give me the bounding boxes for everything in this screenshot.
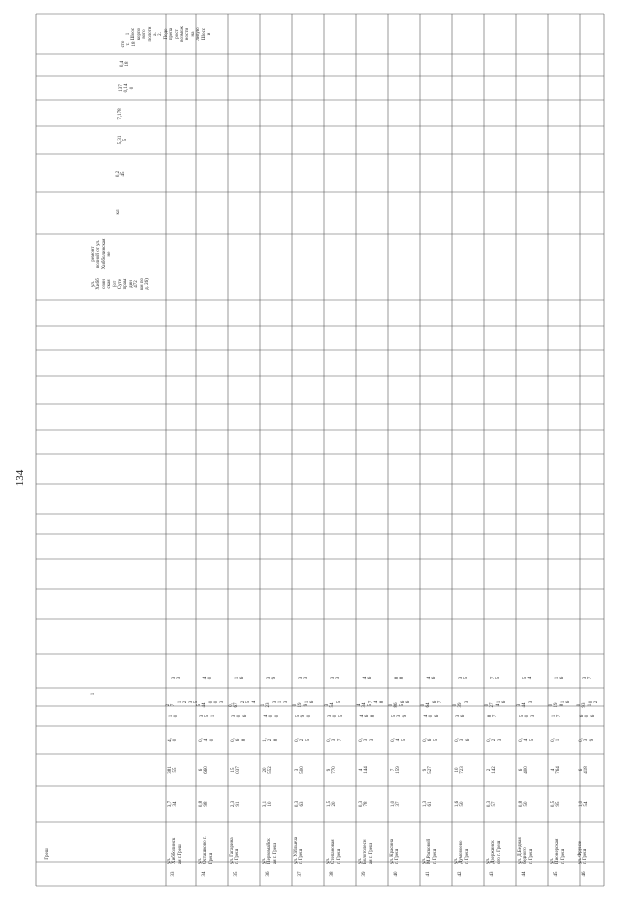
row-name-41: ул. М.Расковой г. Греш [422, 838, 438, 864]
row-number-35: 35 [234, 871, 239, 877]
row-number-36: 36 [266, 871, 271, 877]
row-c3-37: 0, 2 5 [295, 738, 311, 742]
row-c2-42: 10 723 [455, 766, 466, 774]
row-c7-34: 4 0 [203, 676, 214, 680]
header-col-g: сто т. 18 [121, 40, 137, 48]
header-col-c: 5,31 5 [118, 135, 129, 145]
row-name-35: ул. Гагарина г. Греш [230, 837, 241, 864]
row-c3-42: 0, 3 6 [455, 738, 471, 742]
row-c6-40: 6 6 [401, 700, 412, 704]
row-c4-43: 8 7 [488, 714, 499, 718]
row-c7-45: 1 6 [555, 676, 566, 680]
row-c5-44: 3 44 [517, 702, 528, 708]
row-c7-42: 3 5 [459, 676, 470, 680]
row-number-46: 46 [582, 871, 587, 877]
row-c1-43: 0,3 57 [487, 800, 498, 808]
row-c6-38: 5 [337, 700, 342, 704]
row-c1-36: 3,1 10 [263, 800, 274, 808]
row-c1-35: 2,3 91 [231, 800, 242, 808]
row-name-37: ул. У.Ильича г. Греш [294, 836, 305, 864]
row-number-43: 43 [490, 871, 495, 877]
row-c7-43: 7 5 [491, 676, 502, 680]
row-c4-41: 4 0 6 [424, 714, 440, 718]
row-c5-35: 0, 67 [229, 702, 240, 708]
row-c1-38: 1,5 20 [327, 800, 338, 808]
row-c3-40: 0, 4 5 [391, 738, 407, 742]
row-number-40: 40 [394, 871, 399, 877]
row-c6-44: 3 [529, 700, 534, 704]
header-col-h: 1 Шоос корпо вого полотн а. 2. Подо препа рост возмож ности на левую Шосс и [126, 26, 213, 42]
header-note: ремонт волной от ул. Хибболинская не [91, 238, 113, 270]
row-c5-46: 0 93 1 [577, 702, 593, 708]
row-c5-39: 4 34 5 [357, 702, 373, 708]
row-c3-38: 0, 3 7 [327, 738, 343, 742]
row-name-39: ул. Болотолесн ая г. Греш [358, 839, 374, 864]
row-c7-38: 3 3 [331, 676, 342, 680]
row-c7-44: 5 4 [523, 676, 534, 680]
row-c6-36: 3 1 3 [273, 700, 289, 704]
row-c5-42: 0 39 [453, 702, 464, 708]
rotated-table [36, 14, 604, 886]
row-c1-45: 0,5 95 [551, 800, 562, 808]
row-c6-43: 1 6 [497, 700, 508, 704]
row-c6-39: 7 4 8 [369, 700, 385, 704]
row-c2-39: 4 144 [359, 766, 370, 774]
row-c3-33: 4, 0 [168, 738, 179, 742]
row-name-44: ул. Д.Бедная бедного г. Греш [518, 837, 534, 864]
header-column-number: 1 [91, 692, 96, 696]
row-c2-46: 6 418 [579, 766, 590, 774]
row-c1-40: 1,0 37 [391, 800, 402, 808]
row-c5-38: 3 54 [325, 702, 336, 708]
row-c4-46: 6 0 6 [580, 714, 596, 718]
row-c2-38: 9 770 [327, 766, 338, 774]
row-c5-41: 0 64 [421, 702, 432, 708]
row-c6-42: 3 [465, 700, 470, 704]
row-number-41: 41 [426, 871, 431, 877]
row-c2-34: 6 660 [199, 766, 210, 774]
row-name-46: ул. Фрунзе г. Греш [578, 840, 589, 864]
row-c4-35: 3 0 6 [232, 714, 248, 718]
row-c6-41: 6 7 [433, 700, 444, 704]
row-c2-37: 3 500 [295, 766, 306, 774]
row-c6-33: 1 2 3 5 [178, 700, 200, 704]
row-name-42: ул. Думовоево г. Греш [454, 840, 470, 864]
row-c3-44: 0, 4 5 [519, 738, 535, 742]
row-c7-41: 4 6 [427, 676, 438, 680]
row-c7-33: 3 3 [172, 676, 183, 680]
row-c4-39: 4 6 8 [360, 714, 376, 718]
row-c2-41: 9 527 [423, 766, 434, 774]
row-c5-33: 2 7 [166, 703, 177, 707]
row-c6-34: 0 0 3 [209, 700, 225, 704]
row-c1-33: 3,7 34 [168, 800, 179, 808]
row-c2-44: 6 400 [519, 766, 530, 774]
row-c5-37: 0 19 9 [293, 702, 309, 708]
row-c3-39: 0, 3 3 [359, 738, 375, 742]
row-name-45: ул. Пионерская г. Греш [550, 838, 566, 864]
row-c7-37: 3 3 [299, 676, 310, 680]
row-c4-34: 3 5 1 [200, 714, 216, 718]
row-c3-35: 0, 6 8 [231, 738, 247, 742]
row-c1-46: 1,0 54 [579, 800, 590, 808]
header-col-e: 137 0,14 0 [119, 83, 135, 93]
row-name-33: ул. Хибболинск ая г.Греш [167, 837, 183, 864]
row-c6-45: 1 6 [561, 700, 572, 704]
row-c5-34: 5 44 [197, 702, 208, 708]
row-c4-44: 5 0 3 [520, 714, 536, 718]
row-name-43: ул. Дзержинск ого г. Греш [486, 840, 502, 864]
row-c4-40: 5 3 9 [392, 714, 408, 718]
header-col-b: 0,2 45 [116, 170, 127, 178]
row-c2-36: 20 552 [263, 766, 274, 774]
row-number-37: 37 [298, 871, 303, 877]
row-c2-35: 15 037 [231, 766, 242, 774]
row-c1-42: 1,6 50 [455, 800, 466, 808]
header-col-a: кл [116, 209, 121, 215]
row-number-45: 45 [554, 871, 559, 877]
row-number-44: 44 [522, 871, 527, 877]
row-c7-36: 3 9 [267, 676, 278, 680]
row-c7-39: 4 6 [363, 676, 374, 680]
row-c2-40: 7 159 [391, 766, 402, 774]
page-number: 134 [14, 469, 26, 487]
row-c2-45: 4 764 [551, 766, 562, 774]
row-name-34: ул. Осташково г. Греш [198, 836, 214, 864]
row-c3-46: 0, 3 9 [579, 738, 595, 742]
header-col-f: 0,4 18 [120, 60, 131, 68]
row-name-38: ул. Степановая г. Греш [326, 839, 342, 864]
row-c6-46: 0 2 [589, 700, 600, 704]
row-c4-45: 1 7 [552, 714, 563, 718]
row-number-33: 33 [171, 871, 176, 877]
row-c1-44: 0,8 50 [519, 800, 530, 808]
row-c6-35: 2 5 4 [241, 700, 257, 704]
row-c3-34: 0, 4 0 [199, 738, 215, 742]
row-c7-35: 1 6 [235, 676, 246, 680]
row-c3-41: 0, 6 5 [423, 738, 439, 742]
row-number-39: 39 [362, 871, 367, 877]
row-c1-39: 0,3 78 [359, 800, 370, 808]
row-name-40: ул. Красина г. Греш [390, 838, 401, 864]
row-c5-43: 0 27 4 [485, 702, 501, 708]
row-c7-46: 3 7 [583, 676, 594, 680]
header-address: ул. Хибб озин ская (от Суте праы дин 472 км по д. 26) [91, 277, 151, 291]
row-c1-41: 1,3 61 [423, 800, 434, 808]
row-c4-37: 5 9 0 [296, 714, 312, 718]
header-region-label: Греш [45, 848, 50, 860]
row-c1-34: 0,8 98 [199, 800, 210, 808]
row-c5-45: 0 19 8 [549, 702, 565, 708]
row-c3-36: 1, 2 8 [263, 738, 279, 742]
row-c2-33: 381 55 [168, 766, 179, 774]
row-c4-33: 1 0 [169, 714, 180, 718]
row-name-36: ул. Первомайск ая г. Греш [262, 838, 278, 864]
header-col-d: 7,178 [118, 108, 123, 120]
row-c4-42: 3 6 [456, 714, 467, 718]
row-c3-43: 0, 2 3 [487, 738, 503, 742]
row-c6-37: 1 6 [305, 700, 316, 704]
row-c5-40: 0 86 5 [389, 702, 405, 708]
row-c4-36: 4 0 0 [264, 714, 280, 718]
row-c2-43: 2 142 [487, 766, 498, 774]
row-c3-45: 0, 1 [551, 738, 562, 742]
row-number-34: 34 [202, 871, 207, 877]
row-c7-40: 8 8 [395, 676, 406, 680]
row-number-42: 42 [458, 871, 463, 877]
row-c4-38: 3 0 5 [328, 714, 344, 718]
row-c5-36: 1 23 [261, 702, 272, 708]
row-c1-37: 0,3 63 [295, 800, 306, 808]
row-number-38: 38 [330, 871, 335, 877]
